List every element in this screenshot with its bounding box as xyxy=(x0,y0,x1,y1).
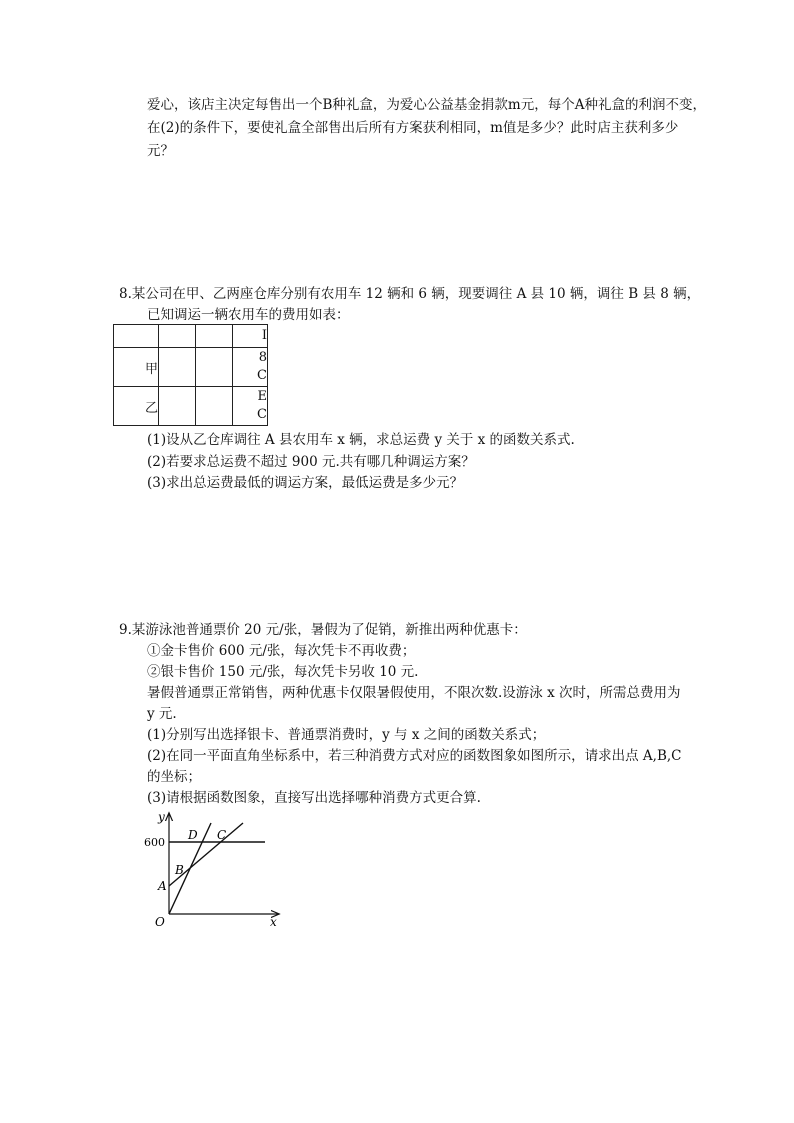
table-cell xyxy=(196,348,233,387)
point-label-d: D xyxy=(188,828,198,842)
q8-stem-line-2: 已知调运一辆农用车的费用如表： xyxy=(147,307,350,323)
q9-part-2a: (2)在同一平面直角坐标系中，若三种消费方式对应的函数图象如图所示，请求出点 A,B,C xyxy=(147,748,682,764)
function-graph xyxy=(140,808,290,933)
table-cell-row1-right xyxy=(233,348,268,387)
table-cell xyxy=(196,387,233,426)
q7-line-2: 在(2)的条件下，要使礼盒全部售出后所有方案获利相同，m值是多少？此时店主获利多少 xyxy=(147,120,679,136)
table-cell-value: C xyxy=(257,407,267,422)
point-label-a: A xyxy=(158,879,167,893)
q9-stem-line-4: 暑假普通票正常销售，两种优惠卡仅限暑假使用，不限次数.设游泳 x 次时，所需总费用为 xyxy=(147,685,681,701)
q9-option-silver: ②银卡售价 150 元/张，每次凭卡另收 10 元. xyxy=(147,664,419,680)
point-label-b: B xyxy=(175,863,184,877)
table-cell xyxy=(159,348,196,387)
table-cell-value: E xyxy=(257,389,267,404)
x-axis-label: x xyxy=(270,915,277,929)
q9-part-3: (3)请根据函数图象，直接写出选择哪种消费方式更合算. xyxy=(147,790,481,806)
table-cell xyxy=(114,325,159,348)
table-cell-value: 8 xyxy=(258,350,267,365)
cost-table xyxy=(113,324,268,426)
q8-stem-line-1: 8.某公司在甲、乙两座仓库分别有农用车 12 辆和 6 辆，现要调往 A 县 10 辆，调往 B 县 8 辆， xyxy=(119,286,701,302)
q8-part-3: (3)求出总运费最低的调运方案，最低运费是多少元？ xyxy=(147,475,464,491)
table-cell-row2-right xyxy=(233,387,268,426)
q9-stem-line-5: y 元. xyxy=(147,706,177,722)
q7-line-3: 元？ xyxy=(147,143,174,159)
tick-label-600: 600 xyxy=(144,836,165,849)
table-cell xyxy=(159,387,196,426)
q8-part-1: (1)设从乙仓库调往 A 县农用车 x 辆，求总运费 y 关于 x 的函数关系式. xyxy=(147,432,575,448)
q9-stem-line-1: 9.某游泳池普通票价 20 元/张，暑假为了促销，新推出两种优惠卡： xyxy=(119,622,527,638)
origin-label: O xyxy=(155,915,165,929)
table-cell xyxy=(196,325,233,348)
table-cell-header-right: I xyxy=(233,325,268,348)
point-label-c: C xyxy=(217,828,227,842)
table-row-label-jia: 甲 xyxy=(114,348,159,387)
y-axis-label: y xyxy=(158,810,165,824)
table-cell-value: C xyxy=(257,368,267,383)
table-cell xyxy=(159,325,196,348)
q9-part-2b: 的坐标； xyxy=(147,769,201,785)
q8-part-2: (2)若要求总运费不超过 900 元.共有哪几种调运方案？ xyxy=(147,454,475,470)
q7-line-1: 爱心，该店主决定每售出一个B种礼盒，为爱心公益基金捐款m元，每个A种礼盒的利润不变， xyxy=(147,97,706,113)
q9-option-gold: ①金卡售价 600 元/张，每次凭卡不再收费； xyxy=(147,643,416,659)
q9-part-1: (1)分别写出选择银卡、普通票消费时，y 与 x 之间的函数关系式； xyxy=(147,727,546,743)
table-row-label-yi: 乙 xyxy=(114,387,159,426)
